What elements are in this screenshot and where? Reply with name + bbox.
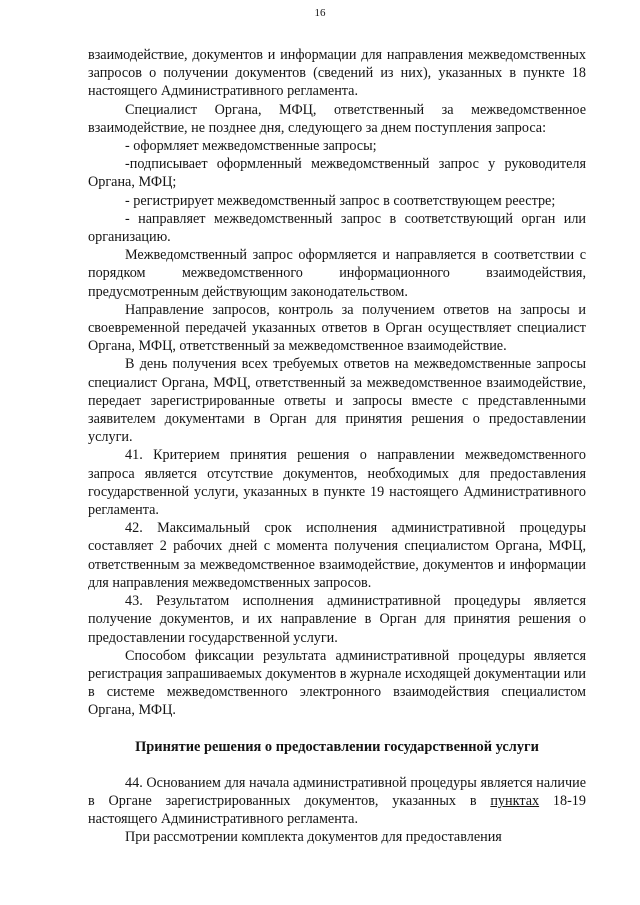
paragraph: 42. Максимальный срок исполнения административной процедуры составляет 2 рабочих дней с момента получения специалистом Органа, МФЦ, ответственным за межведомственное взаимодействие, документов и информации для направления межведомственных запросов. — [88, 520, 586, 591]
reference-link[interactable]: пунктах — [490, 792, 540, 809]
page-number: 16 — [314, 7, 326, 19]
paragraph — [88, 774, 586, 829]
list-item: - оформляет межведомственные запросы; — [125, 138, 377, 155]
list-item: - направляет межведомственный запрос в соответствующий орган или организацию. — [88, 210, 586, 246]
list-item: - регистрирует межведомственный запрос в соответствующем реестре; — [125, 192, 556, 209]
paragraph: взаимодействие, документов и информации для направления межведомственных запросов о получении документов (сведений из них), указанных в пункте 18 настоящего Административного регламента. — [88, 47, 586, 100]
paragraph: Специалист Органа, МФЦ, ответственный за межведомственное взаимодействие, не позднее дня, следующего за днем поступления запроса: — [88, 101, 586, 136]
section-heading: Принятие решения о предоставлении государственной услуги — [135, 738, 539, 755]
list-item: -подписывает оформленный межведомственный запрос у руководителя Органа, МФЦ; — [88, 156, 586, 191]
paragraph: Способом фиксации результата административной процедуры является регистрация запрашиваемых документов в журнале исходящей документации или в системе межведомственного электронного взаимодействия специалистом Органа, МФЦ. — [88, 647, 586, 719]
document-body — [88, 46, 586, 847]
paragraph-text: 18-19 настоящего Административного регламента. — [88, 792, 586, 828]
paragraph: При рассмотрении комплекта документов для предоставления — [125, 829, 502, 846]
paragraph: 43. Результатом исполнения административной процедуры является получение документов, и их направление в Орган для принятия решения о предоставлении государственной услуги. — [88, 593, 586, 646]
paragraph: 41. Критерием принятия решения о направлении межведомственного запроса является отсутствие документов, необходимых для предоставления государственной услуги, указанных в пункте 19 настоящего Административного регламента. — [88, 447, 586, 519]
paragraph: Направление запросов, контроль за получением ответов на запросы и своевременной передачей указанных ответов в Орган осуществляет специалист Органа, МФЦ, ответственный за межведомственное взаимодействие. — [88, 301, 586, 355]
paragraph: Межведомственный запрос оформляется и направляется в соответствии с порядком межведомственного информационного взаимодействия, предусмотренным действующим законодательством. — [88, 247, 586, 300]
paragraph: В день получения всех требуемых ответов на межведомственные запросы специалист Органа, МФЦ, ответственный за межведомственное взаимодействие, передает зарегистрированные ответы и запросы вместе с представленными заявителем документами в Орган для принятия решения о предоставлении услуги. — [88, 356, 586, 446]
paragraph-text: 44. Основанием для начала административной процедуры является наличие в Органе зарегистрированных документов, указанных в — [88, 774, 586, 809]
